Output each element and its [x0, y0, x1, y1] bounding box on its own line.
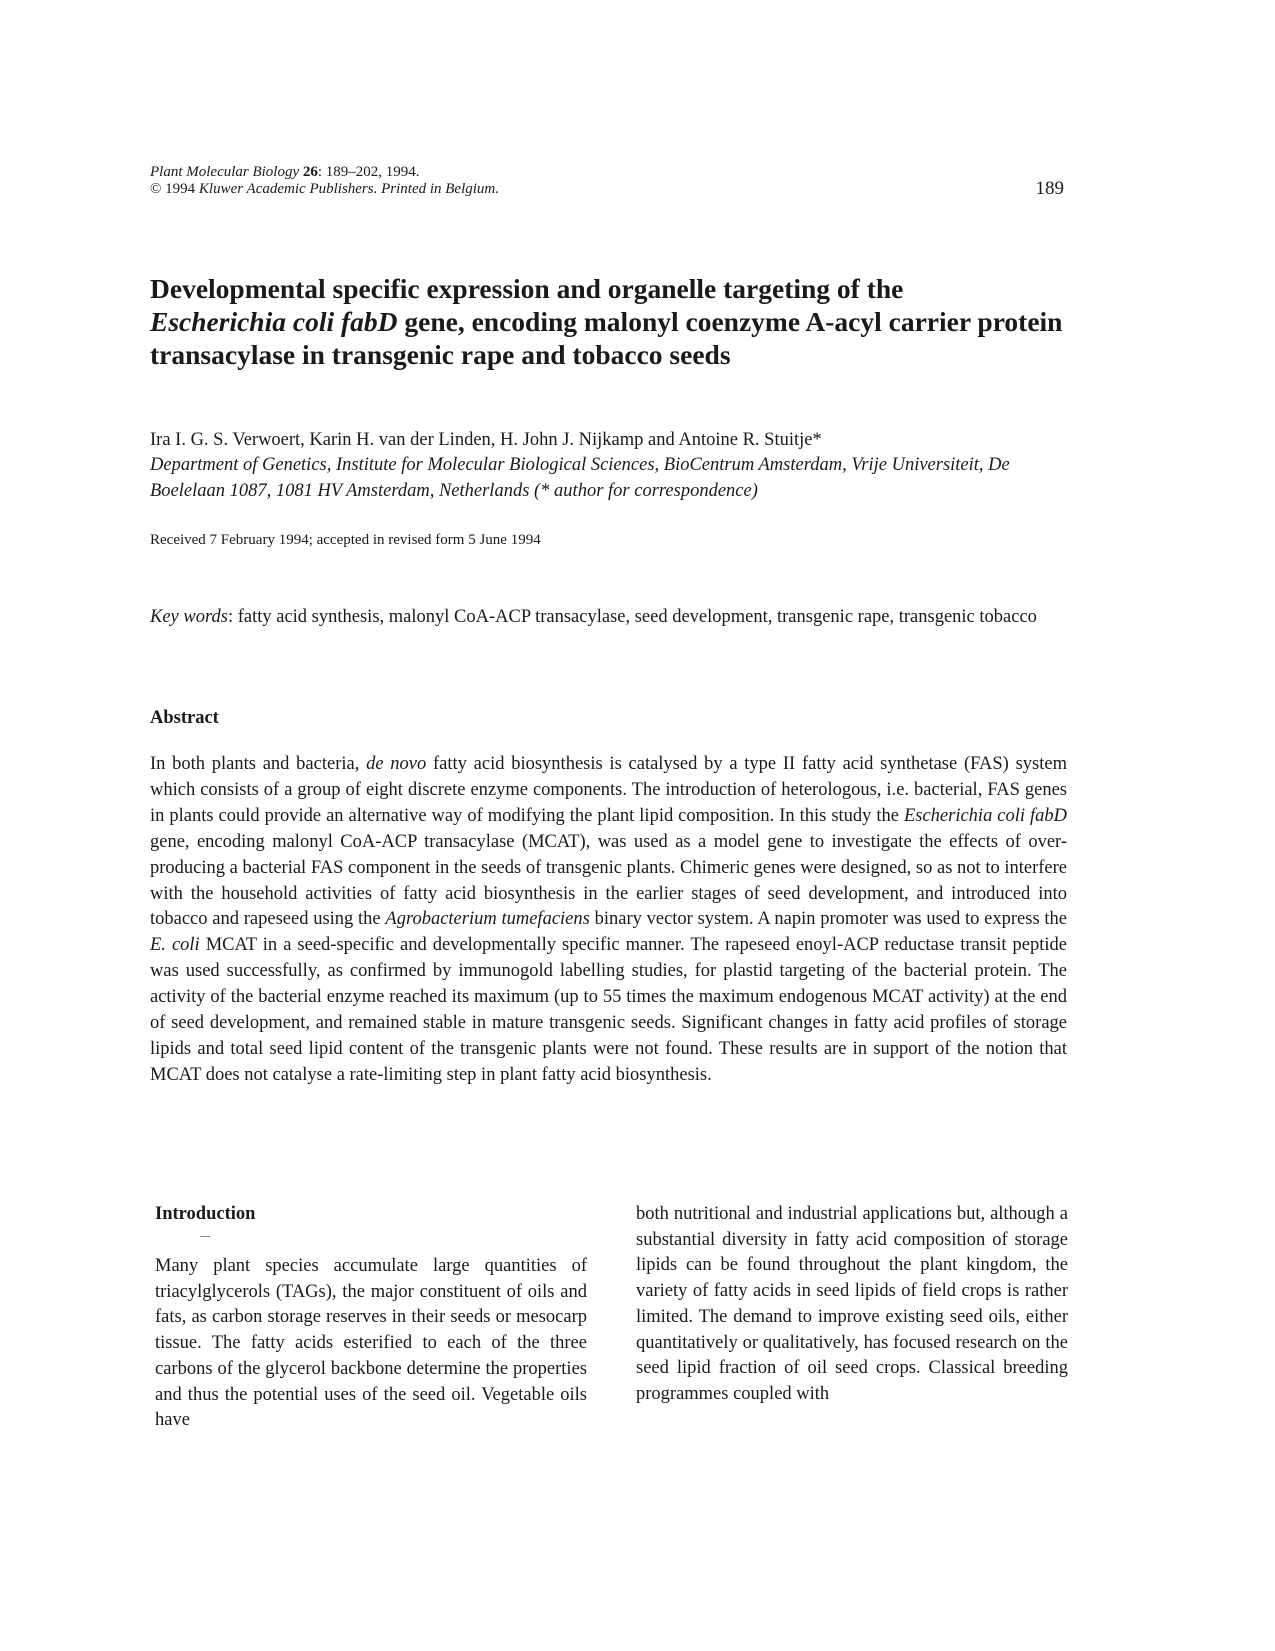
introduction-heading: Introduction	[155, 1204, 256, 1224]
author-list: Ira I. G. S. Verwoert, Karin H. van der Linden, H. John J. Nijkamp and Antoine R. Stuitje*	[150, 430, 822, 450]
introduction-column-right: both nutritional and industrial applications but, although a substantial diversity in fatty acid composition of storage lipids can be found throughout the plant kingdom, the variety of fatty acids in seed lipids of field crops is rather limited. The demand to improve existing seed oils, either quantitatively or qualitatively, has focused research on the seed lipid fraction of oil seed crops. Classical breeding programmes coupled with	[636, 1204, 1068, 1404]
keywords-text: : fatty acid synthesis, malonyl CoA-ACP transacylase, seed development, transgenic rape, transgenic tobacco	[227, 607, 1037, 627]
abstract-text: MCAT in a seed-specific and developmentally specific manner. The rapeseed enoyl-ACP reductase transit peptide was used successfully, as confirmed by immunogold labelling studies, for plastid targeting of the bacterial protein. The activity of the bacterial enzyme reached its maximum (up to 55 times the maximum endogenous MCAT activity) at the end of seed development, and remained stable in mature transgenic seeds. Significant changes in fatty acid profiles of storage lipids and total seed lipid content of the transgenic plants were not found. These results are in support of the notion that MCAT does not catalyse a rate-limiting step in plant fatty acid biosynthesis.	[150, 935, 1067, 1085]
abstract-text: binary vector system. A napin promoter was used to express the	[589, 909, 1067, 930]
abstract-body	[150, 752, 1067, 1089]
page-number: 189	[1035, 178, 1064, 199]
journal-pages-year: : 189–202, 1994.	[317, 164, 420, 180]
received-dates: Received 7 February 1994; accepted in revised form 5 June 1994	[150, 532, 541, 548]
abstract-italic: E. coli	[150, 935, 200, 956]
affiliation: Department of Genetics, Institute for Molecular Biological Sciences, BioCentrum Amsterdam, Vrije Universiteit, De Boelelaan 1087, 1081 HV Amsterdam, Netherlands (* author for correspondence)	[150, 455, 1010, 501]
copyright-year: © 1994	[150, 181, 199, 197]
keywords	[150, 604, 1070, 630]
journal-name: Plant Molecular Biology	[150, 164, 300, 180]
title-gene: Escherichia coli fabD	[150, 306, 398, 337]
abstract-italic: Agrobacterium tumefaciens	[385, 909, 590, 930]
title-part3: gene, encoding malonyl coenzyme A-acyl carrier protein transacylase in transgenic rape and tobacco seeds	[150, 306, 1063, 370]
introduction-column-left: Many plant species accumulate large quantities of triacylglycerols (TAGs), the major constituent of oils and fats, as carbon storage reserves in their seeds or mesocarp tissue. The fatty acids esterified to each of the three carbons of the glycerol backbone determine the properties and thus the potential uses of the seed oil. Vegetable oils have	[155, 1256, 587, 1431]
title-part1: Developmental specific expression and organelle targeting of the	[150, 273, 904, 304]
abstract-text: gene, encoding malonyl CoA-ACP transacylase (MCAT), was used as a model gene to investigate the effects of over-producing a bacterial FAS component in the seeds of transgenic plants. Chimeric genes were designed, so as not to interfere with the household activities of fatty acid biosynthesis in the earlier stages of seed development, and introduced into tobacco and rapeseed using the	[150, 831, 1067, 930]
publisher: Kluwer Academic Publishers. Printed in Belgium.	[198, 181, 500, 197]
journal-volume: 26	[302, 164, 318, 180]
divider-mark	[200, 1236, 210, 1237]
abstract-italic: de novo	[366, 754, 427, 774]
abstract-text: In both plants and bacteria,	[150, 754, 367, 774]
abstract-heading: Abstract	[150, 708, 219, 728]
abstract-text: fatty acid biosynthesis is catalysed by a type II fatty acid synthetase (FAS) system which consists of a group of eight discrete enzyme components. The introduction of heterologous, i.e. bacterial, FAS genes in plants could provide an alternative way of modifying the plant lipid composition. In this study the	[150, 754, 1067, 826]
article-title	[150, 272, 1110, 371]
abstract-italic: Escherichia coli fabD	[903, 805, 1067, 826]
keywords-label: Key words	[150, 607, 228, 627]
journal-citation	[150, 164, 499, 198]
